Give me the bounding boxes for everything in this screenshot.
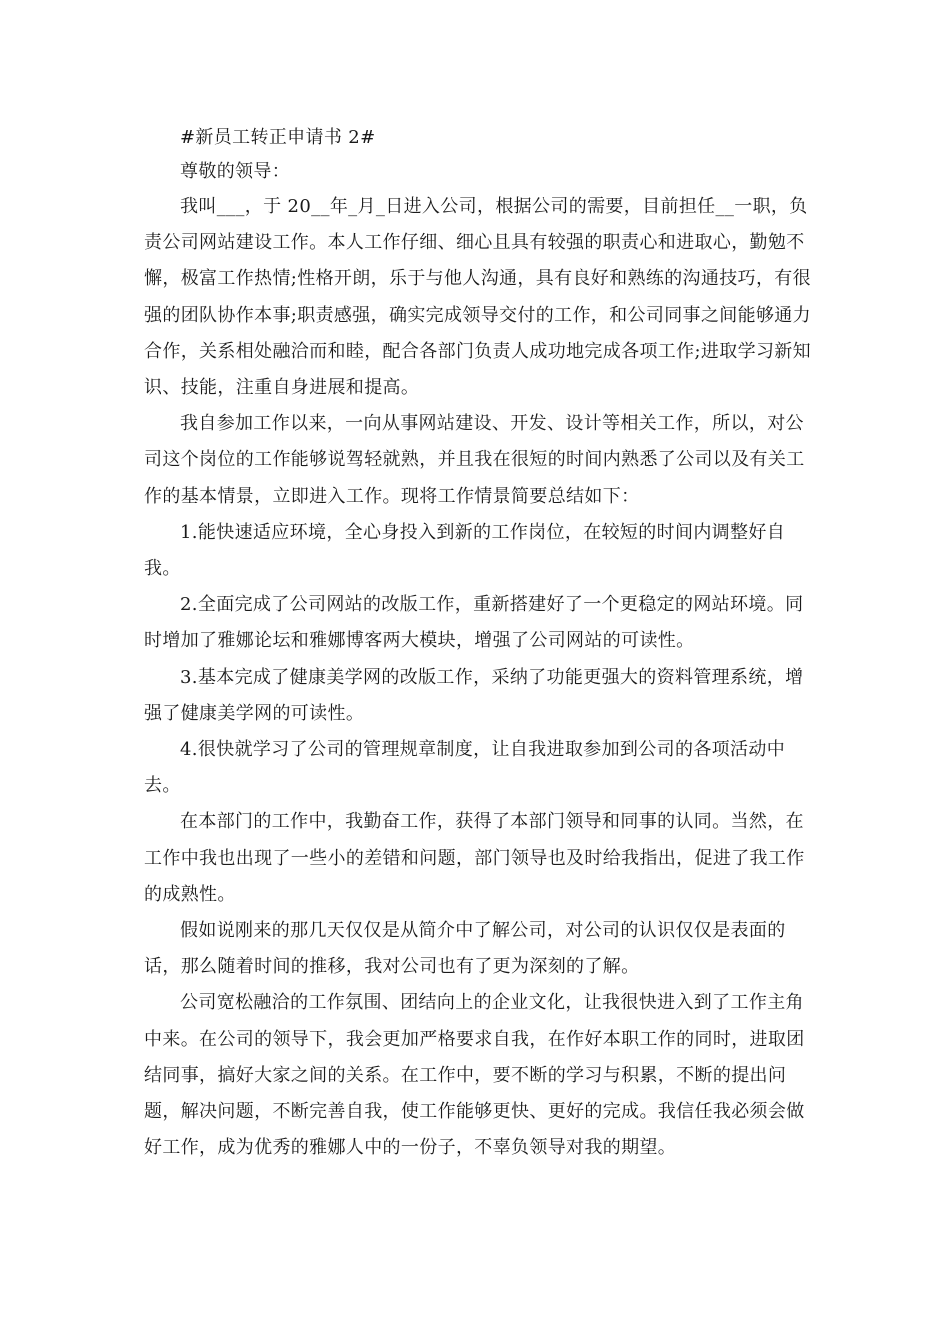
paragraph-introduction: 我叫___，于 20__年_月_日进入公司，根据公司的需要，目前担任__一职，负责公司网站建设工作。本人工作仔细、细心且具有较强的职责心和进取心，勤勉不懈，极富工作热情;性格开朗，乐于与他人沟通，具有良好和熟练的沟通技巧，有很强的团队协作本事;职责感强，确实完成领导交付的工作，和公司同事之间能够通力合作，关系相处融洽而和睦，配合各部门负责人成功地完成各项工作;进取学习新知识、技能，注重自身进展和提高。 xyxy=(144,196,812,399)
list-item-4: 4.很快就学习了公司的管理规章制度，让自我进取参加到公司的各项活动中去。 xyxy=(144,739,786,797)
list-item-3: 3.基本完成了健康美学网的改版工作，采纳了功能更强大的资料管理系统，增强了健康美学网的可读性。 xyxy=(144,666,804,724)
list-item-2: 2.全面完成了公司网站的改版工作，重新搭建好了一个更稳定的网站环境。同时增加了雅娜论坛和雅娜博客两大模块，增强了公司网站的可读性。 xyxy=(144,594,804,652)
list-item-1: 1.能快速适应环境，全心身投入到新的工作岗位，在较短的时间内调整好自我。 xyxy=(144,521,786,580)
paragraph-conclusion: 公司宽松融洽的工作氛围、团结向上的企业文化，让我很快进入到了工作主角中来。在公司的领导下，我会更加严格要求自我，在作好本职工作的同时，进取团结同事，搞好大家之间的关系。在工作中，要不断的学习与积累，不断的提出问题，解决问题，不断完善自我，使工作能够更快、更好的完成。我信任我必须会做好工作，成为优秀的雅娜人中的一份子，不辜负领导对我的期望。 xyxy=(144,992,805,1159)
paragraph-work-history: 我自参加工作以来，一向从事网站建设、开发、设计等相关工作，所以，对公司这个岗位的工作能够说驾轻就熟，并且我在很短的时间内熟悉了公司以及有关工作的基本情景，立即进入工作。现将工作情景简要总结如下： xyxy=(144,413,805,507)
document-heading: #新员工转正申请书 2# xyxy=(180,127,376,148)
salutation: 尊敬的领导： xyxy=(180,161,291,182)
paragraph-department: 在本部门的工作中，我勤奋工作，获得了本部门领导和同事的认同。当然，在工作中我也出现了一些小的差错和问题，部门领导也及时给我指出，促进了我工作的成熟性。 xyxy=(144,811,805,905)
paragraph-understanding: 假如说刚来的那几天仅仅是从简介中了解公司，对公司的认识仅仅是表面的话，那么随着时间的推移，我对公司也有了更为深刻的了解。 xyxy=(144,920,786,978)
document-body xyxy=(144,121,812,1166)
